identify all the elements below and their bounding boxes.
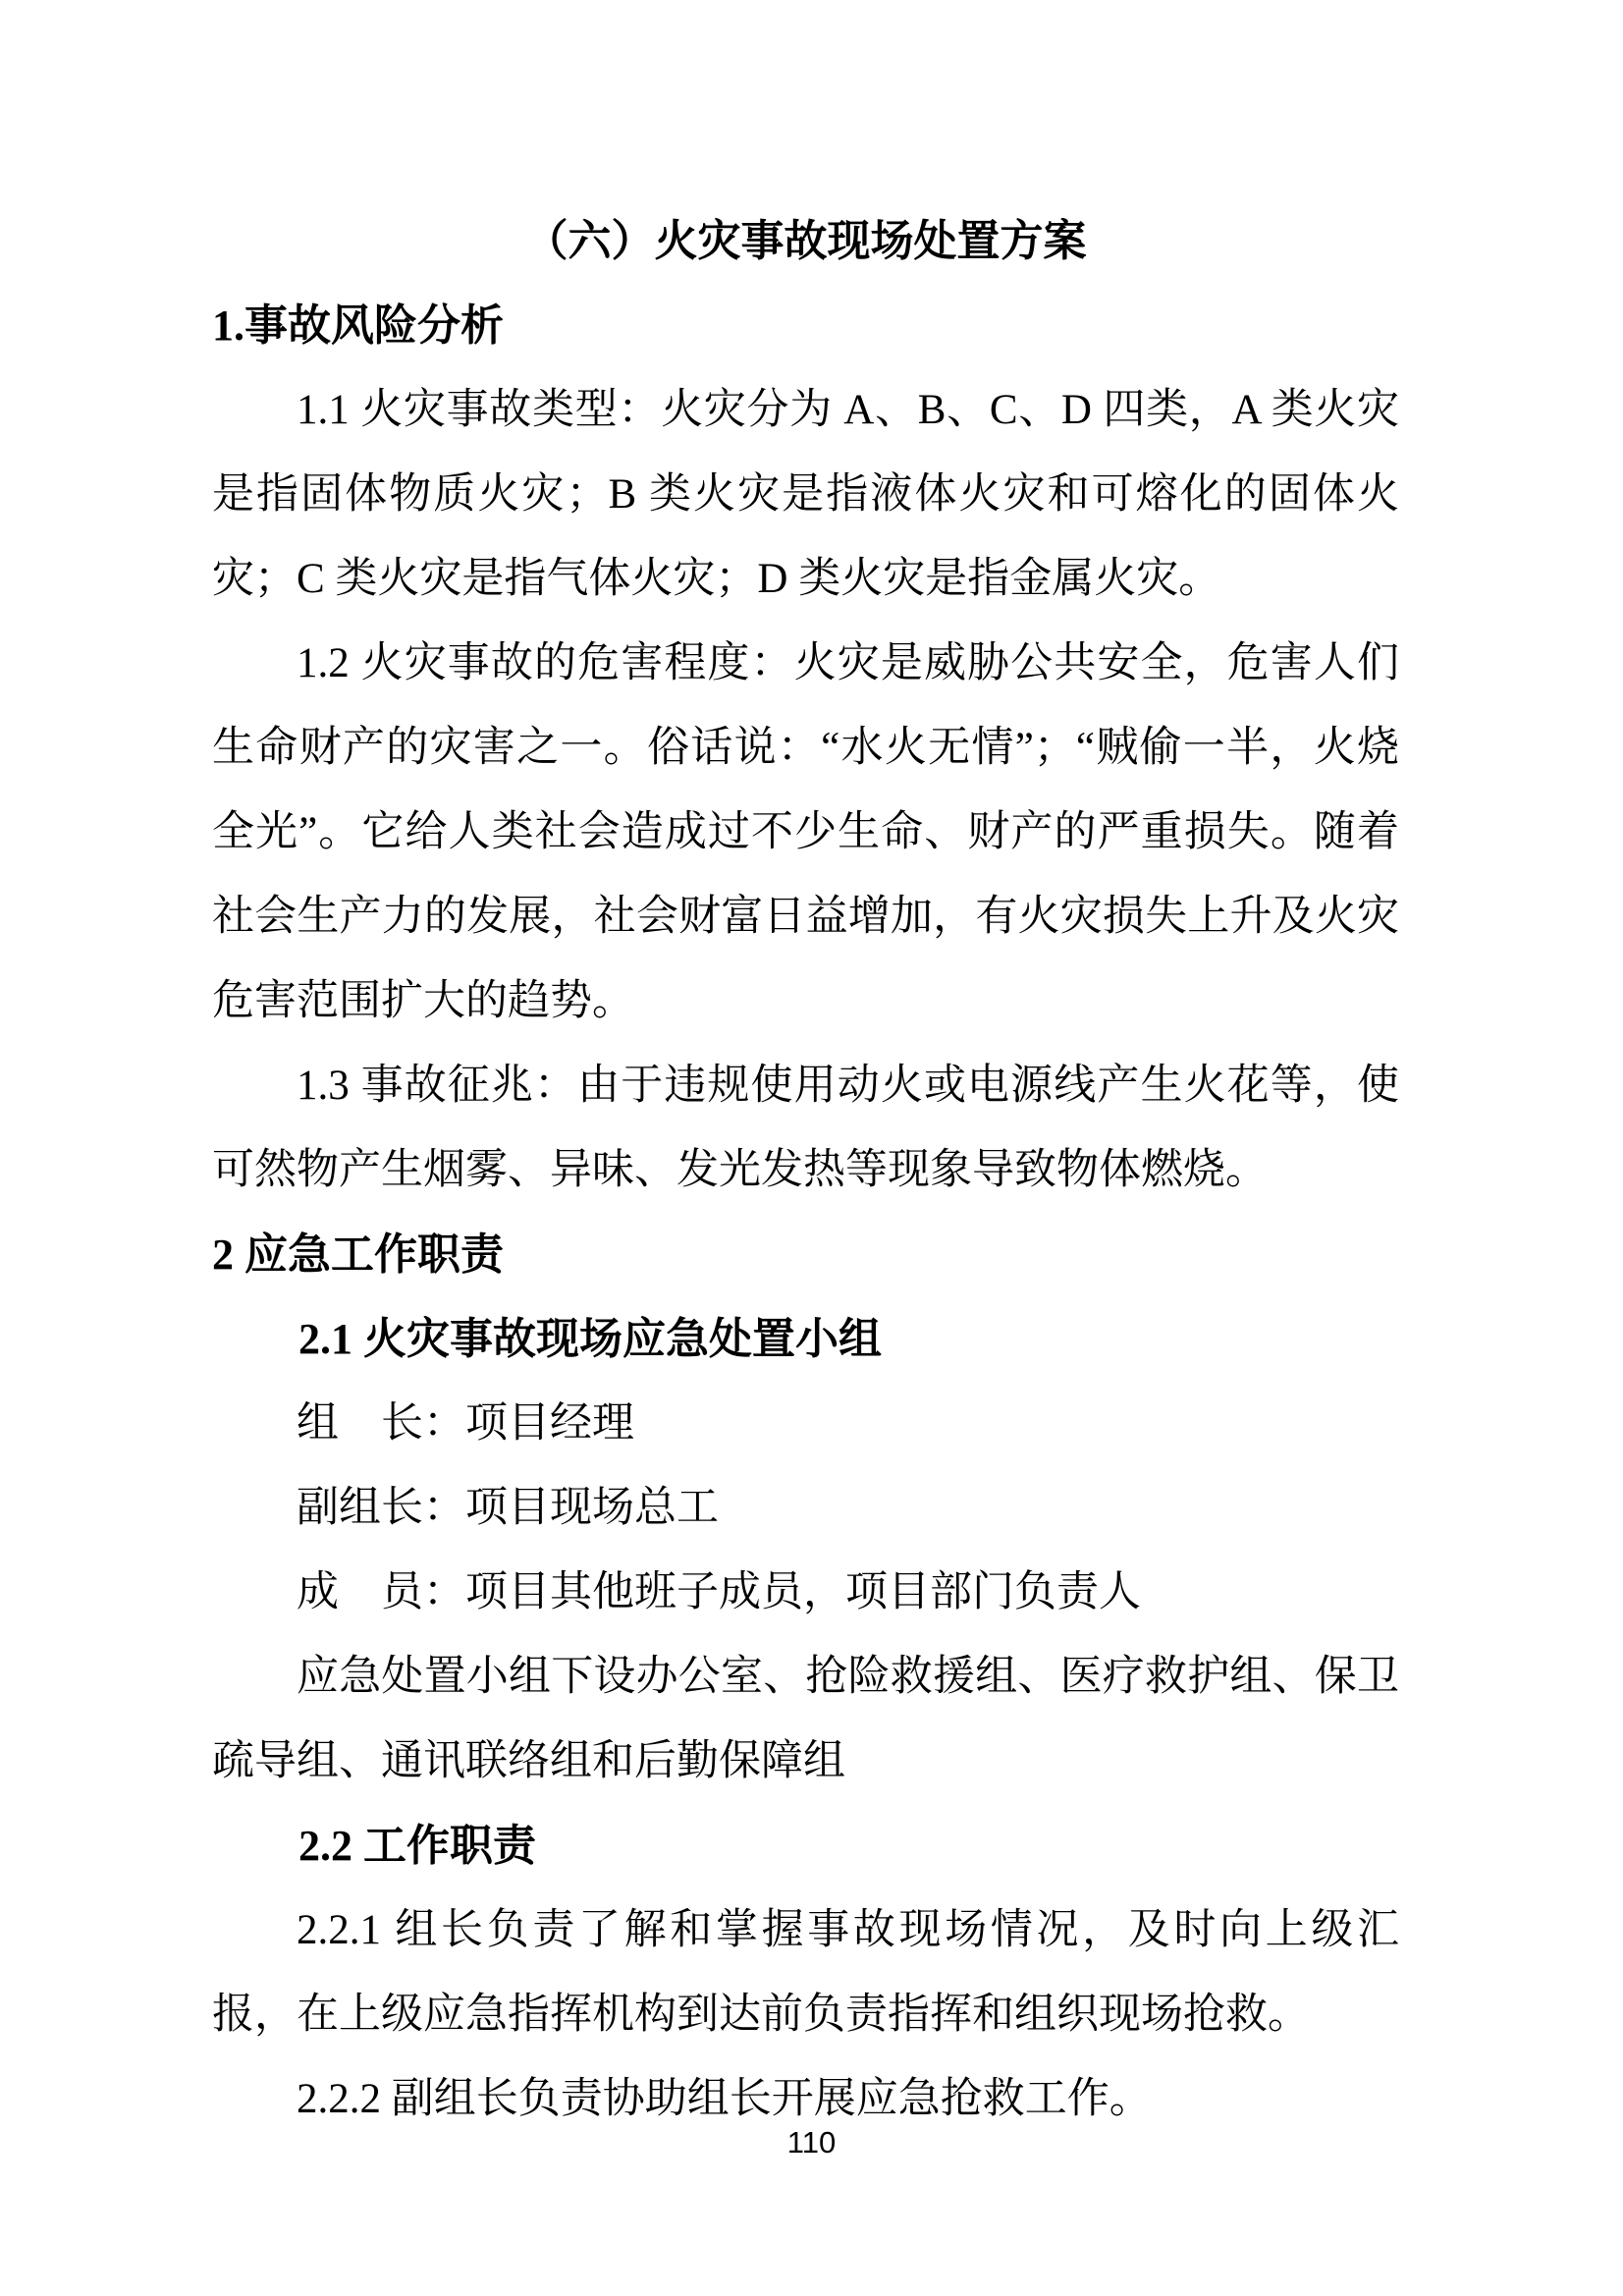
page-number: 110	[786, 2125, 837, 2159]
subsection-heading-2-1: 2.1 火灾事故现场应急处置小组	[298, 1315, 882, 1363]
role-line-leader: 组 长：项目经理	[297, 1400, 634, 1447]
paragraph-2-2-1: 2.2.1 组长负责了解和掌握事故现场情况，及时向上级汇报，在上级应急指挥机构到达前负责指挥和组织现场抢救。	[212, 1907, 1399, 2038]
role-line-deputy-leader: 副组长：项目现场总工	[297, 1485, 719, 1531]
section-heading-2: 2 应急工作职责	[212, 1230, 504, 1279]
paragraph-subgroups: 应急处置小组下设办公室、抢险救援组、医疗救护组、保卫疏导组、通讯联络组和后勤保障组	[212, 1654, 1399, 1784]
document-title: （六）火灾事故现场处置方案	[524, 217, 1087, 265]
paragraph-2-2-2: 2.2.2 副组长负责协助组长开展应急抢救工作。	[297, 2076, 1152, 2122]
role-line-members: 成 员：项目其他班子成员，项目部门负责人	[297, 1569, 1141, 1615]
paragraph-1-3: 1.3 事故征兆：由于违规使用动火或电源线产生火花等，使可然物产生烟雾、异味、发光发热等现象导致物体燃烧。	[212, 1063, 1399, 1193]
paragraph-1-1: 1.1 火灾事故类型：火灾分为 A、B、C、D 四类，A 类火灾是指固体物质火灾；B 类火灾是指液体火灾和可熔化的固体火灾；C 类火灾是指气体火灾；D 类火灾是指金属火灾。	[212, 387, 1399, 602]
section-heading-1: 1.事故风险分析	[212, 301, 504, 350]
subsection-heading-2-2: 2.2 工作职责	[298, 1822, 536, 1870]
paragraph-1-2: 1.2 火灾事故的危害程度：火灾是威胁公共安全，危害人们生命财产的灾害之一。俗话说：“水火无情”；“贼偷一半，火烧全光”。它给人类社会造成过不少生命、财产的严重损失。随着社会生产力的发展，社会财富日益增加，有火灾损失上升及火灾危害范围扩大的趋势。	[212, 640, 1399, 1024]
